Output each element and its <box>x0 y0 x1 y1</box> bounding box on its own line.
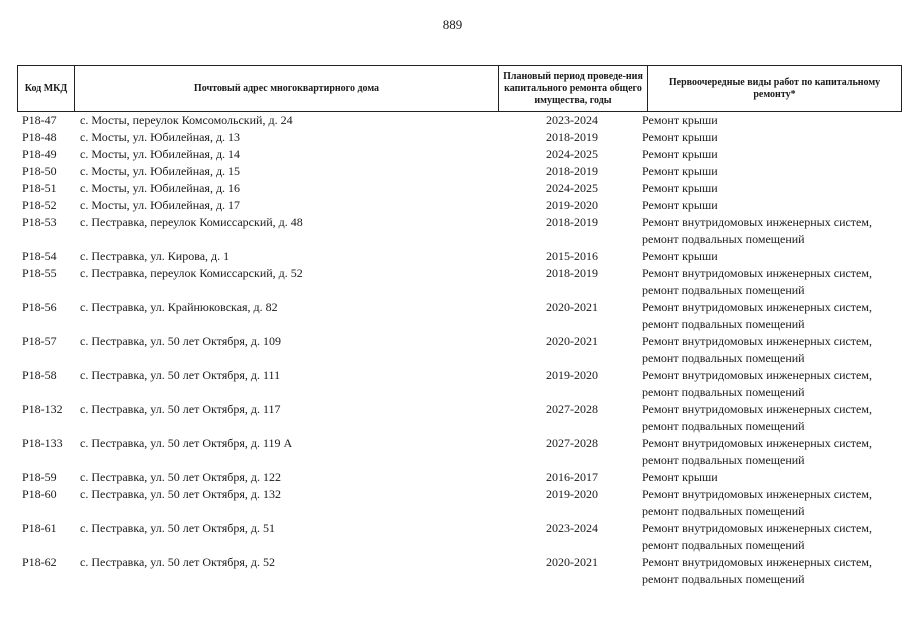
table-row <box>17 180 902 197</box>
header-period: Плановый период проведе-ния капитального ремонта общего имущества, годы <box>503 70 643 106</box>
postal-address: с. Мосты, ул. Юбилейная, д. 15 <box>80 164 241 178</box>
table-row <box>17 197 902 214</box>
table-row <box>17 248 902 265</box>
mkd-code: Р18-56 <box>22 300 57 314</box>
work-type: Ремонт внутридомовых инженерных систем, <box>642 266 872 280</box>
repair-period: 2018-2019 <box>546 266 598 280</box>
table-row <box>17 435 902 469</box>
postal-address: с. Пестравка, ул. Крайнюковская, д. 82 <box>80 300 278 314</box>
works-cell <box>642 435 902 469</box>
work-type: ремонт подвальных помещений <box>642 572 805 586</box>
postal-address: с. Пестравка, ул. 50 лет Октября, д. 109 <box>80 334 281 348</box>
repair-period: 2019-2020 <box>546 487 598 501</box>
work-type: Ремонт внутридомовых инженерных систем, <box>642 521 872 535</box>
work-type: Ремонт крыши <box>642 130 718 144</box>
work-type: Ремонт крыши <box>642 113 718 127</box>
mkd-code: Р18-54 <box>22 249 57 263</box>
work-type: ремонт подвальных помещений <box>642 385 805 399</box>
postal-address: с. Пестравка, ул. 50 лет Октября, д. 111 <box>80 368 281 382</box>
mkd-code: Р18-55 <box>22 266 57 280</box>
table-row <box>17 265 902 299</box>
table-row <box>17 146 902 163</box>
mkd-code: Р18-52 <box>22 198 57 212</box>
postal-address: с. Пестравка, переулок Комиссарский, д. 52 <box>80 266 303 280</box>
work-type: Ремонт внутридомовых инженерных систем, <box>642 334 872 348</box>
works-cell <box>642 214 902 248</box>
table-body <box>17 112 902 588</box>
postal-address: с. Пестравка, ул. 50 лет Октября, д. 132 <box>80 487 281 501</box>
table-row <box>17 520 902 554</box>
repair-period: 2027-2028 <box>546 402 598 416</box>
works-cell <box>642 197 902 214</box>
mkd-code: Р18-53 <box>22 215 57 229</box>
table-row <box>17 486 902 520</box>
mkd-code: Р18-61 <box>22 521 57 535</box>
repair-period: 2027-2028 <box>546 436 598 450</box>
repair-period: 2024-2025 <box>546 147 598 161</box>
works-cell <box>642 180 902 197</box>
mkd-code: Р18-58 <box>22 368 57 382</box>
work-type: Ремонт крыши <box>642 164 718 178</box>
work-type: ремонт подвальных помещений <box>642 283 805 297</box>
work-type: ремонт подвальных помещений <box>642 351 805 365</box>
work-type: Ремонт внутридомовых инженерных систем, <box>642 487 872 501</box>
works-cell <box>642 112 902 129</box>
table-header <box>17 65 902 112</box>
repair-period: 2019-2020 <box>546 198 598 212</box>
work-type: Ремонт внутридомовых инженерных систем, <box>642 555 872 569</box>
works-cell <box>642 129 902 146</box>
repair-period: 2023-2024 <box>546 113 598 127</box>
repair-period: 2019-2020 <box>546 368 598 382</box>
mkd-code: Р18-51 <box>22 181 57 195</box>
mkd-code: Р18-132 <box>22 402 63 416</box>
work-type: ремонт подвальных помещений <box>642 419 805 433</box>
work-type: Ремонт крыши <box>642 147 718 161</box>
repair-period: 2020-2021 <box>546 300 598 314</box>
works-cell <box>642 299 902 333</box>
postal-address: с. Пестравка, ул. 50 лет Октября, д. 52 <box>80 555 275 569</box>
work-type: ремонт подвальных помещений <box>642 453 805 467</box>
mkd-code: Р18-62 <box>22 555 57 569</box>
postal-address: с. Пестравка, ул. 50 лет Октября, д. 51 <box>80 521 275 535</box>
mkd-code: Р18-57 <box>22 334 57 348</box>
repair-period: 2024-2025 <box>546 181 598 195</box>
mkd-code: Р18-49 <box>22 147 57 161</box>
header-code: Код МКД <box>24 82 68 94</box>
repair-period: 2018-2019 <box>546 215 598 229</box>
table-row <box>17 163 902 180</box>
work-type: Ремонт внутридомовых инженерных систем, <box>642 402 872 416</box>
work-type: Ремонт крыши <box>642 470 718 484</box>
postal-address: с. Мосты, ул. Юбилейная, д. 13 <box>80 130 241 144</box>
table-row <box>17 333 902 367</box>
postal-address: с. Мосты, ул. Юбилейная, д. 16 <box>80 181 241 195</box>
works-cell <box>642 401 902 435</box>
table-row <box>17 112 902 129</box>
postal-address: с. Мосты, ул. Юбилейная, д. 17 <box>80 198 241 212</box>
postal-address: с. Пестравка, ул. 50 лет Октября, д. 117 <box>80 402 281 416</box>
postal-address: с. Пестравка, переулок Комиссарский, д. 48 <box>80 215 303 229</box>
table-row <box>17 214 902 248</box>
work-type: Ремонт внутридомовых инженерных систем, <box>642 436 872 450</box>
mkd-code: Р18-60 <box>22 487 57 501</box>
table-row <box>17 554 902 588</box>
repair-period: 2023-2024 <box>546 521 598 535</box>
repair-period: 2015-2016 <box>546 249 598 263</box>
mkd-code: Р18-133 <box>22 436 63 450</box>
postal-address: с. Пестравка, ул. 50 лет Октября, д. 122 <box>80 470 281 484</box>
works-cell <box>642 163 902 180</box>
works-cell <box>642 554 902 588</box>
works-cell <box>642 248 902 265</box>
works-cell <box>642 146 902 163</box>
works-cell <box>642 486 902 520</box>
work-type: Ремонт крыши <box>642 249 718 263</box>
work-type: Ремонт внутридомовых инженерных систем, <box>642 215 872 229</box>
table-row <box>17 367 902 401</box>
mkd-code: Р18-50 <box>22 164 57 178</box>
work-type: ремонт подвальных помещений <box>642 538 805 552</box>
mkd-code: Р18-48 <box>22 130 57 144</box>
works-cell <box>642 520 902 554</box>
page-number: 889 <box>442 17 463 32</box>
table-row <box>17 129 902 146</box>
table-row <box>17 299 902 333</box>
repair-period: 2016-2017 <box>546 470 598 484</box>
table-row <box>17 469 902 486</box>
postal-address: с. Мосты, переулок Комсомольский, д. 24 <box>80 113 293 127</box>
work-type: ремонт подвальных помещений <box>642 504 805 518</box>
repair-period: 2018-2019 <box>546 130 598 144</box>
header-works: Первоочередные виды работ по капитальному ремонту* <box>668 76 881 100</box>
repair-period: 2018-2019 <box>546 164 598 178</box>
work-type: Ремонт внутридомовых инженерных систем, <box>642 300 872 314</box>
works-cell <box>642 265 902 299</box>
work-type: ремонт подвальных помещений <box>642 232 805 246</box>
mkd-code: Р18-59 <box>22 470 57 484</box>
repair-period: 2020-2021 <box>546 555 598 569</box>
works-cell <box>642 469 902 486</box>
postal-address: с. Пестравка, ул. Кирова, д. 1 <box>80 249 230 263</box>
mkd-code: Р18-47 <box>22 113 57 127</box>
work-type: Ремонт крыши <box>642 198 718 212</box>
work-type: ремонт подвальных помещений <box>642 317 805 331</box>
postal-address: с. Пестравка, ул. 50 лет Октября, д. 119 А <box>80 436 293 450</box>
work-type: Ремонт внутридомовых инженерных систем, <box>642 368 872 382</box>
works-cell <box>642 333 902 367</box>
works-cell <box>642 367 902 401</box>
repair-period: 2020-2021 <box>546 334 598 348</box>
work-type: Ремонт крыши <box>642 181 718 195</box>
table-row <box>17 401 902 435</box>
postal-address: с. Мосты, ул. Юбилейная, д. 14 <box>80 147 241 161</box>
header-address: Почтовый адрес многоквартирного дома <box>193 82 380 94</box>
